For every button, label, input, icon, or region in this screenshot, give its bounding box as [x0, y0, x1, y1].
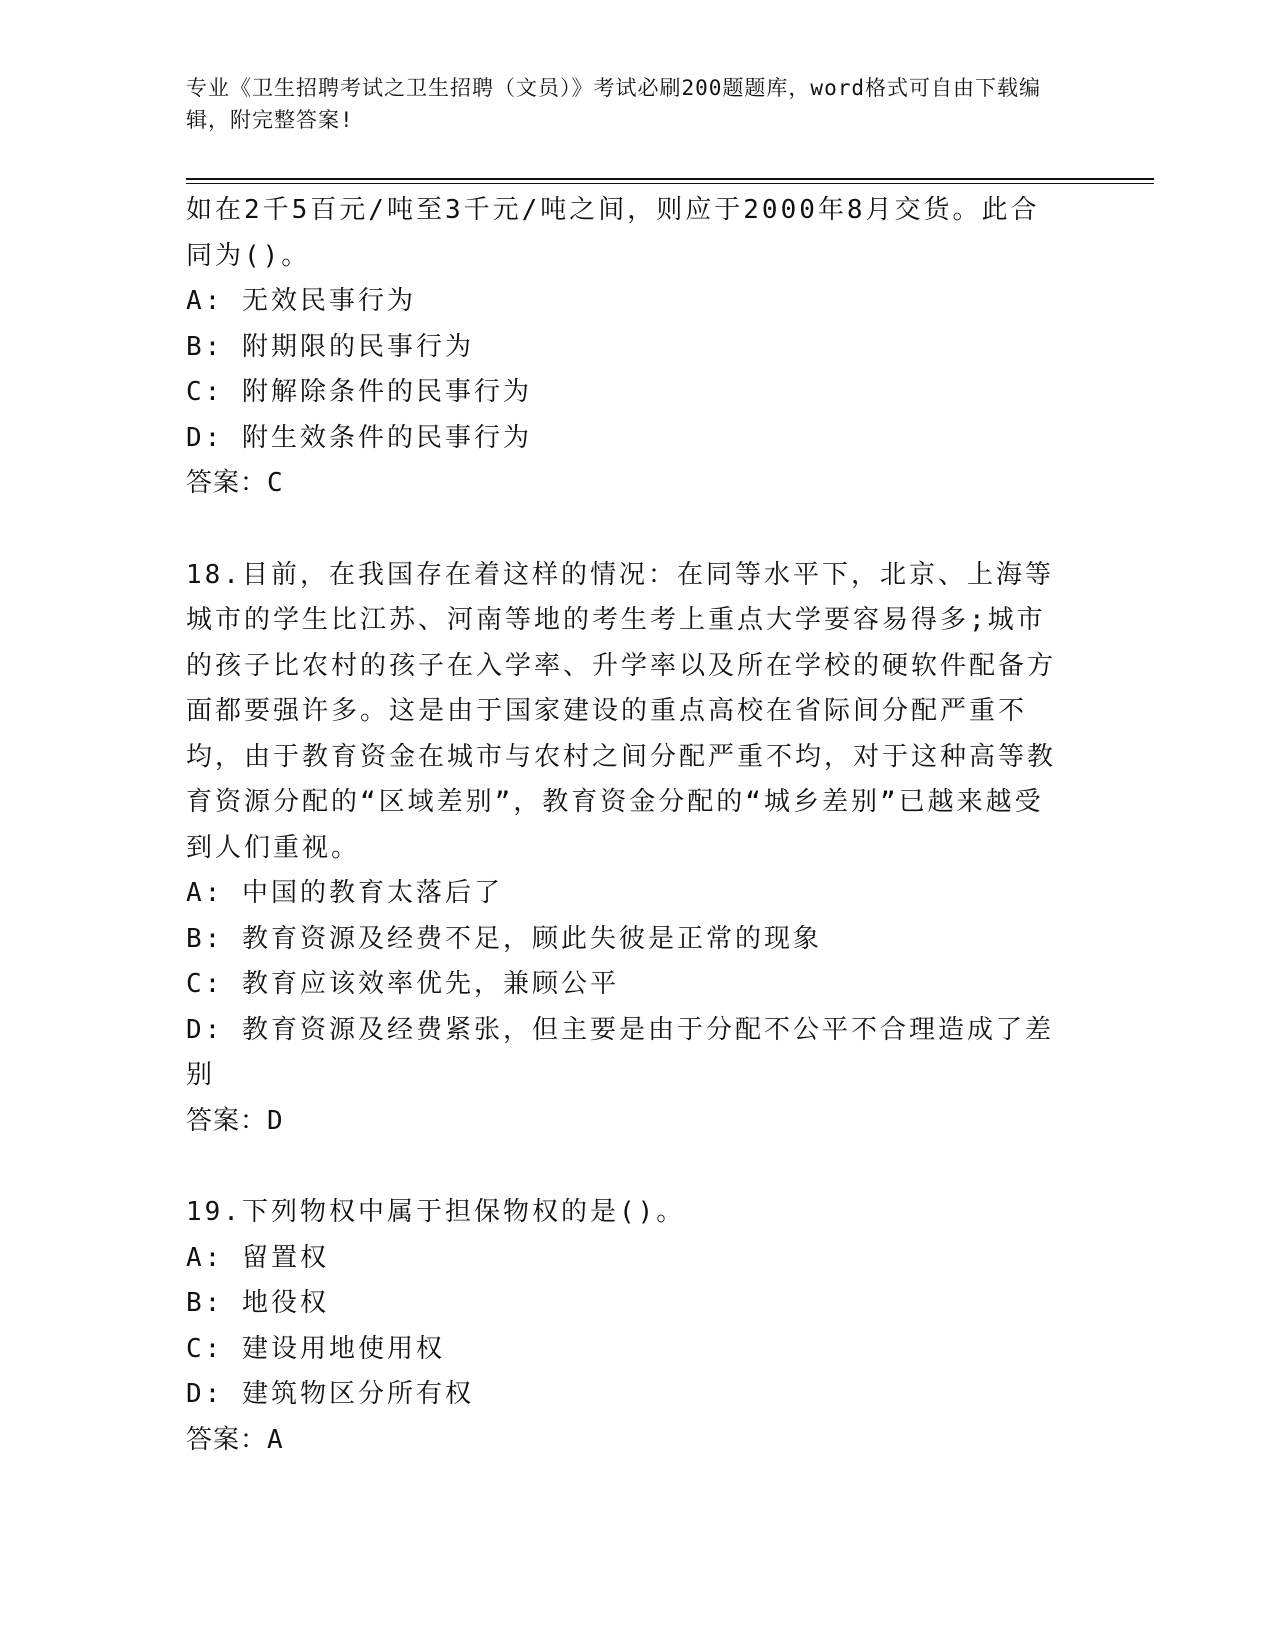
option-c: C: 教育应该效率优先，兼顾公平 [186, 969, 619, 999]
question-19 [186, 1190, 1066, 1463]
answer: 答案：D [186, 1105, 284, 1136]
option-b: B: 附期限的民事行为 [186, 331, 474, 362]
option-a: A: 无效民事行为 [186, 286, 416, 316]
document-header: 专业《卫生招聘考试之卫生招聘（文员）》考试必刷200题题库，word格式可自由下载编辑，附完整答案! [186, 76, 1041, 132]
option-b: B: 地役权 [186, 1288, 329, 1318]
option-a: A: 留置权 [186, 1242, 329, 1273]
question-list [186, 188, 1066, 1463]
answer: 答案：C [186, 468, 284, 498]
option-c: C: 附解除条件的民事行为 [186, 377, 532, 407]
question-text: 如在2千5百元/吨至3千元/吨之间，则应于2000年8月交货。此合同为()。 [186, 195, 1040, 271]
header-divider-thin [186, 183, 1154, 184]
option-b: B: 教育资源及经费不足，顾此失彼是正常的现象 [186, 923, 822, 954]
option-a: A: 中国的教育太落后了 [186, 878, 503, 908]
question-text: 19.下列物权中属于担保物权的是()。 [186, 1197, 686, 1227]
question-17 [186, 188, 1066, 507]
header-divider-thick [186, 178, 1154, 180]
option-c: C: 建设用地使用权 [186, 1333, 445, 1364]
option-d: D: 教育资源及经费紧张，但主要是由于分配不公平不合理造成了差别 [186, 1014, 1054, 1090]
question-18 [186, 553, 1066, 1145]
answer: 答案：A [186, 1424, 284, 1455]
option-d: D: 建筑物区分所有权 [186, 1379, 474, 1409]
question-text: 18.目前，在我国存在着这样的情况：在同等水平下，北京、上海等城市的学生比江苏、河南等地的考生考上重点大学要容易得多;城市的孩子比农村的孩子在入学率、升学率以及所在学校的硬软件配备方面都要强许多。这是由于国家建设的重点高校在省际间分配严重不均，由于教育资金在城市与农村之间分配严重不均，对于这种高等教育资源分配的“区域差别”，教育资金分配的“城乡差别”已越来越受到人们重视。 [186, 559, 1057, 863]
option-d: D: 附生效条件的民事行为 [186, 422, 532, 453]
